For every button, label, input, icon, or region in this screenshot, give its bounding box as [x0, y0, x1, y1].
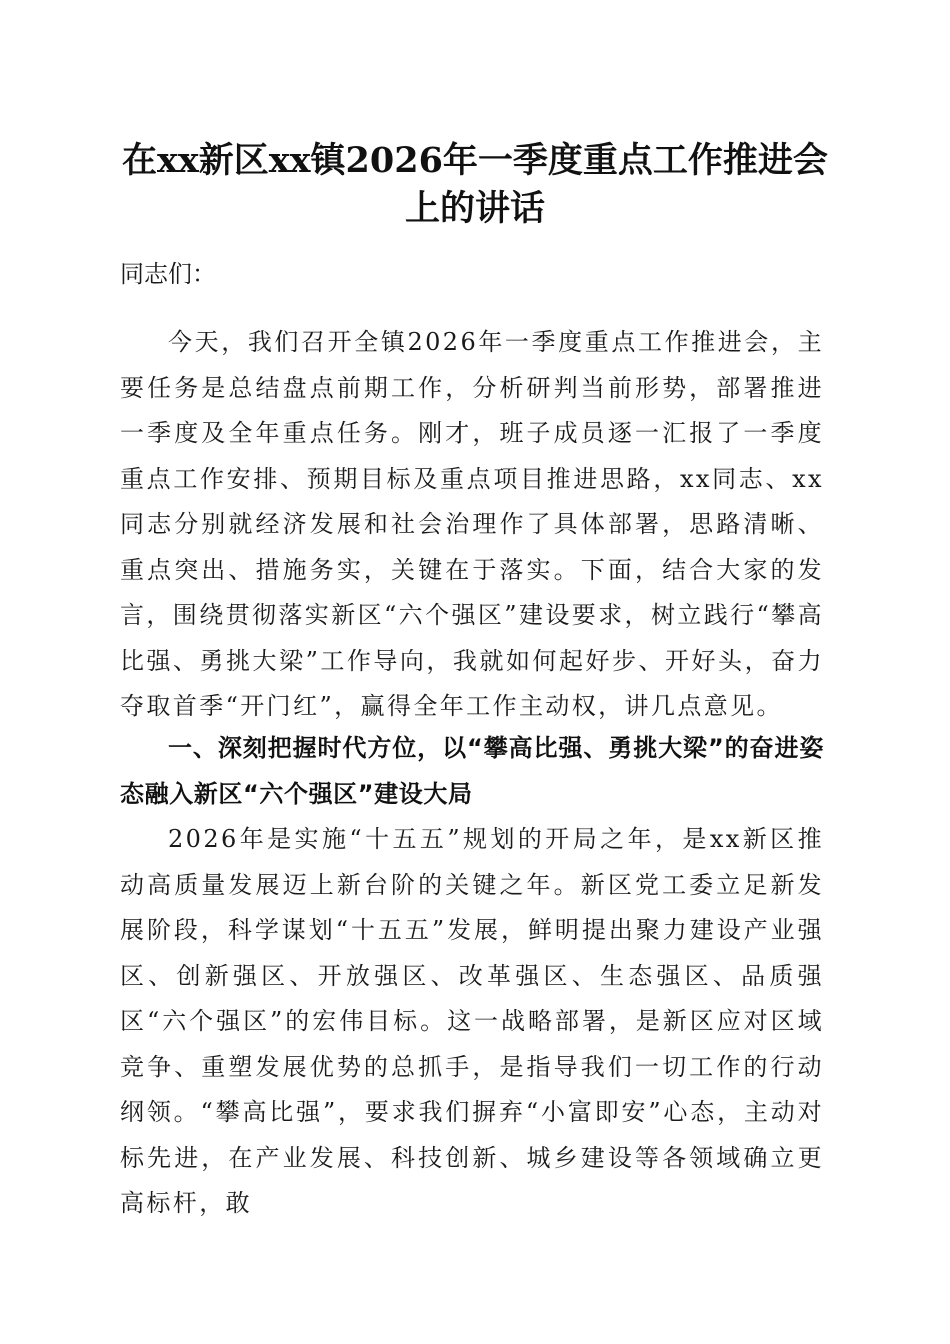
- salutation: 同志们：: [120, 260, 216, 288]
- section-heading-1: 一、深刻把握时代方位，以“攀高比强、勇挑大梁”的奋进姿态融入新区“六个强区”建设大局: [120, 734, 824, 808]
- body-section-intro: [120, 320, 824, 730]
- document-title: 在xx新区xx镇2026年一季度重点工作推进会上的讲话: [122, 140, 828, 229]
- paragraph-intro: 今天，我们召开全镇2026年一季度重点工作推进会，主要任务是总结盘点前期工作，分析研判当前形势，部署推进一季度及全年重点任务。刚才，班子成员逐一汇报了一季度重点工作安排、预期目标及重点项目推进思路，xx同志、xx同志分别就经济发展和社会治理作了具体部署，思路清晰、重点突出、措施务实，关键在于落实。下面，结合大家的发言，围绕贯彻落实新区“六个强区”建设要求，树立践行“攀高比强、勇挑大梁”工作导向，我就如何起好步、开好头，奋力夺取首季“开门红”，赢得全年工作主动权，讲几点意见。: [120, 328, 825, 720]
- paragraph-section-1: 2026年是实施“十五五”规划的开局之年，是xx新区推动高质量发展迈上新台阶的关键之年。新区党工委立足新发展阶段，科学谋划“十五五”发展，鲜明提出聚力建设产业强区、创新强区、开放强区、改革强区、生态强区、品质强区“六个强区”的宏伟目标。这一战略部署，是新区应对区域竞争、重塑发展优势的总抓手，是指导我们一切工作的行动纲领。“攀高比强”，要求我们摒弃“小富即安”心态，主动对标先进，在产业发展、科技创新、城乡建设等各领域确立更高标杆，敢: [120, 825, 824, 1217]
- body-section-1: [120, 817, 824, 1227]
